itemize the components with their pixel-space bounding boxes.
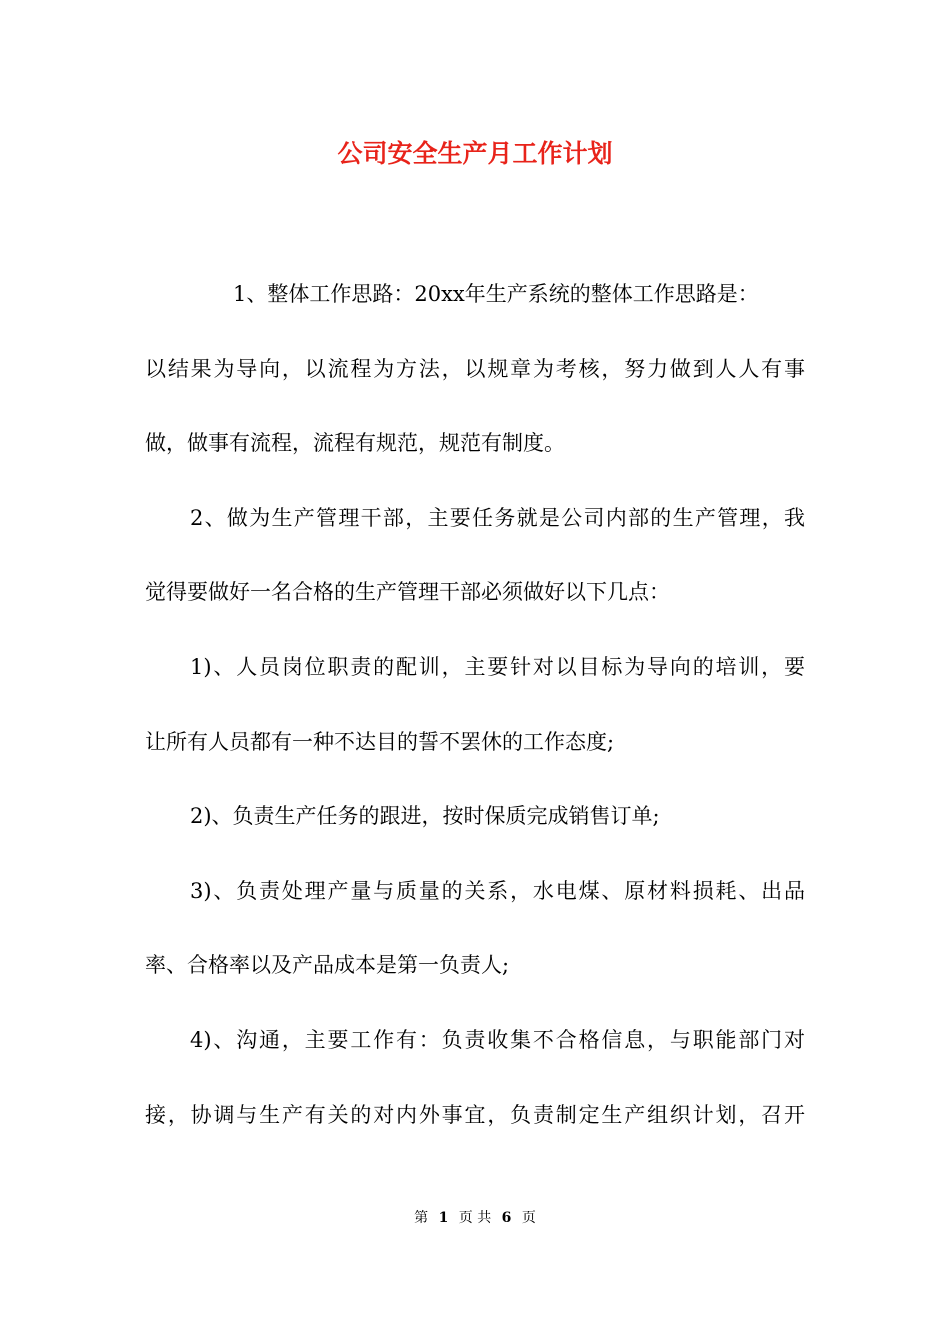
paragraph-line: 让所有人员都有一种不达目的誓不罢休的工作态度;: [145, 729, 615, 754]
paragraph-line: 率、合格率以及产品成本是第一负责人;: [145, 953, 510, 978]
paragraph-line: 1)、人员岗位职责的配训，主要针对以目标为导向的培训，要: [190, 654, 805, 679]
paragraph-line: 2、做为生产管理干部，主要任务就是公司内部的生产管理，我: [190, 505, 805, 530]
paragraph-line: 4)、沟通，主要工作有：负责收集不合格信息，与职能部门对: [190, 1027, 805, 1052]
paragraph-line: 做，做事有流程，流程有规范，规范有制度。: [145, 431, 565, 456]
document-body: [145, 276, 805, 1171]
footer-middle: 页 共: [458, 1210, 492, 1226]
paragraph-line: 接，协调与生产有关的对内外事宜，负责制定生产组织计划，召开: [145, 1102, 805, 1127]
paragraph-line: 以结果为导向，以流程为方法，以规章为考核，努力做到人人有事: [145, 356, 805, 381]
paragraph-line: 3)、负责处理产量与质量的关系，水电煤、原材料损耗、出品: [190, 878, 805, 903]
footer-total-pages: 6: [501, 1210, 512, 1226]
paragraph-line: 1、整体工作思路：20xx年生产系统的整体工作思路是：: [233, 282, 759, 306]
footer-suffix: 页: [521, 1210, 536, 1226]
footer-page-number: 1: [438, 1210, 449, 1226]
paragraph-line: 2)、负责生产任务的跟进，按时保质完成销售订单;: [190, 804, 660, 829]
document-title: 公司安全生产月工作计划: [337, 139, 613, 168]
paragraph-line: 觉得要做好一名合格的生产管理干部必须做好以下几点：: [145, 580, 670, 605]
footer-prefix: 第: [414, 1210, 429, 1226]
page-footer: [0, 1208, 950, 1228]
